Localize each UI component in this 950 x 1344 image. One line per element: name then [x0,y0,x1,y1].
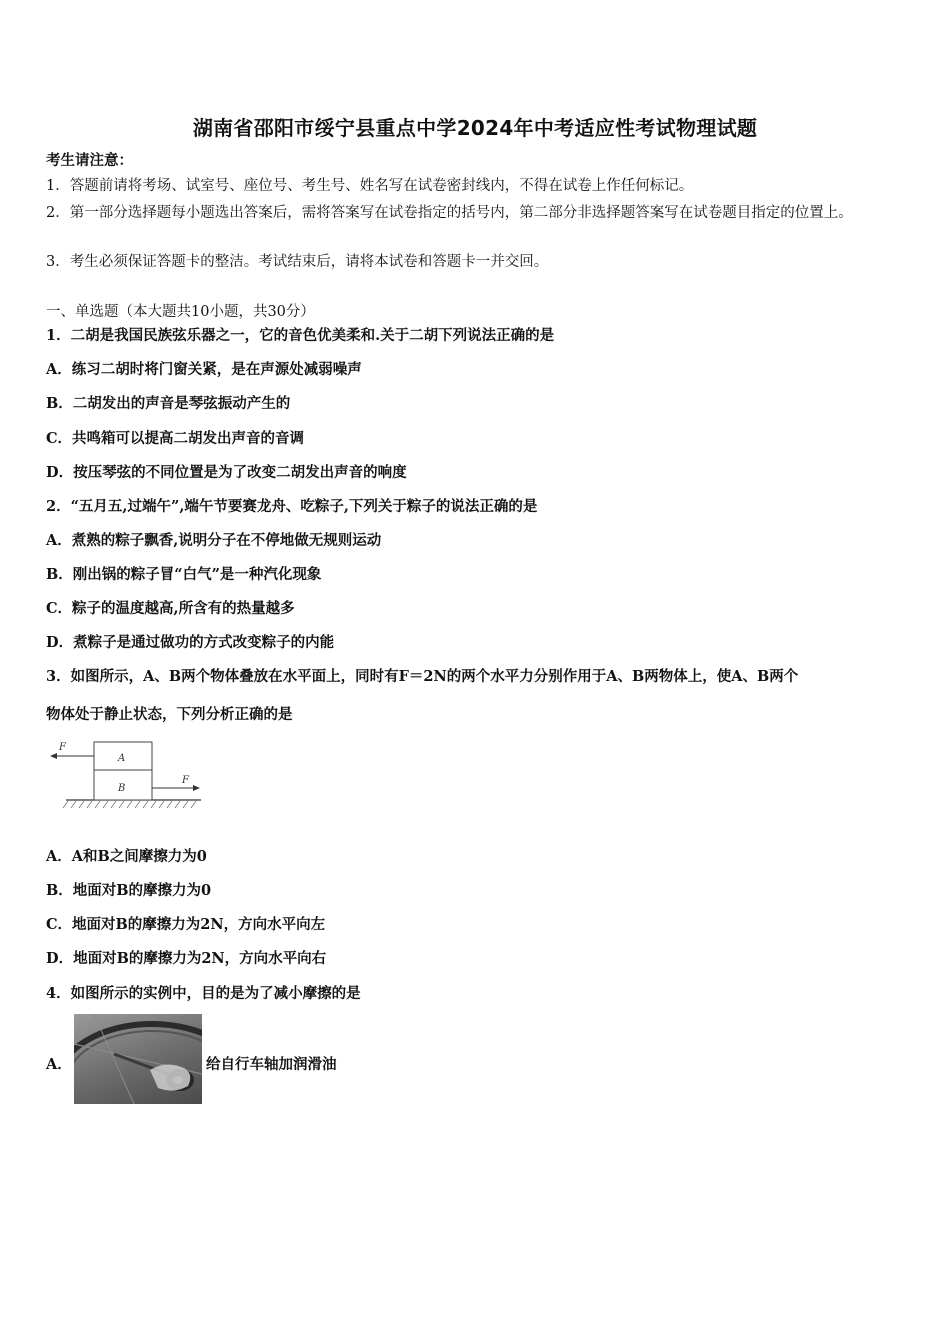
question-option: C．地面对B的摩擦力为2N，方向水平向左 [46,916,326,933]
section-heading: 一、单选题（本大题共10小题，共30分） [46,304,315,320]
question-option: A．练习二胡时将门窗关紧，是在声源处减弱噪声 [46,361,362,378]
question-option: A．煮熟的粽子飘香,说明分子在不停地做无规则运动 [46,532,382,549]
notice-heading: 考生请注意： [46,152,133,169]
question-option: D．煮粽子是通过做功的方式改变粽子的内能 [46,634,335,651]
question-option: D．地面对B的摩擦力为2N，方向水平向右 [46,950,327,967]
option-letter: A． [46,1056,72,1073]
question-stem: 4．如图所示的实例中，目的是为了减小摩擦的是 [46,985,361,1002]
question-option: C．共鸣箱可以提高二胡发出声音的音调 [46,430,305,447]
exam-title: 湖南省邵阳市绥宁县重点中学2024年中考适应性考试物理试题 [192,116,758,140]
question-option: B．地面对B的摩擦力为0 [46,882,212,899]
notice-item: 1．答题前请将考场、试室号、座位号、考生号、姓名写在试卷密封线内，不得在试卷上作任何标记。 [46,178,694,194]
question-option: B．二胡发出的声音是琴弦振动产生的 [46,395,291,412]
question-option: B．刚出锅的粽子冒“白气”是一种汽化现象 [46,566,322,583]
question-option: C．粽子的温度越高,所含有的热量越多 [46,600,295,617]
block-b-label: B [118,783,126,794]
option-text: 给自行车轴加润滑油 [206,1056,337,1073]
notice-item: 2．第一部分选择题每小题选出答案后，需将答案写在试卷指定的括号内，第二部分非选择题答案写在试卷题目指定的位置上。 [46,205,853,221]
question-stem: 2．“五月五,过端午”,端午节要赛龙舟、吃粽子,下列关于粽子的说法正确的是 [46,498,538,515]
notice-item: 3．考生必须保证答题卡的整洁。考试结束后，请将本试卷和答题卡一并交回。 [46,254,549,270]
question-stem: 物体处于静止状态，下列分析正确的是 [46,706,293,723]
block-a-label: A [118,753,126,764]
question-stem: 1．二胡是我国民族弦乐器之一，它的音色优美柔和.关于二胡下列说法正确的是 [46,327,555,344]
force-label-left: F [59,742,66,753]
force-label-right: F [182,775,189,786]
question-option: A．A和B之间摩擦力为0 [46,848,207,865]
blocks-force-diagram [46,736,206,814]
question-stem: 3．如图所示，A、B两个物体叠放在水平面上，同时有F＝2N的两个水平力分别作用于A、B两物体上，使A、B两个 [46,668,799,685]
question-option: D．按压琴弦的不同位置是为了改变二胡发出声音的响度 [46,464,407,481]
bicycle-wheel-photo [74,1014,202,1104]
